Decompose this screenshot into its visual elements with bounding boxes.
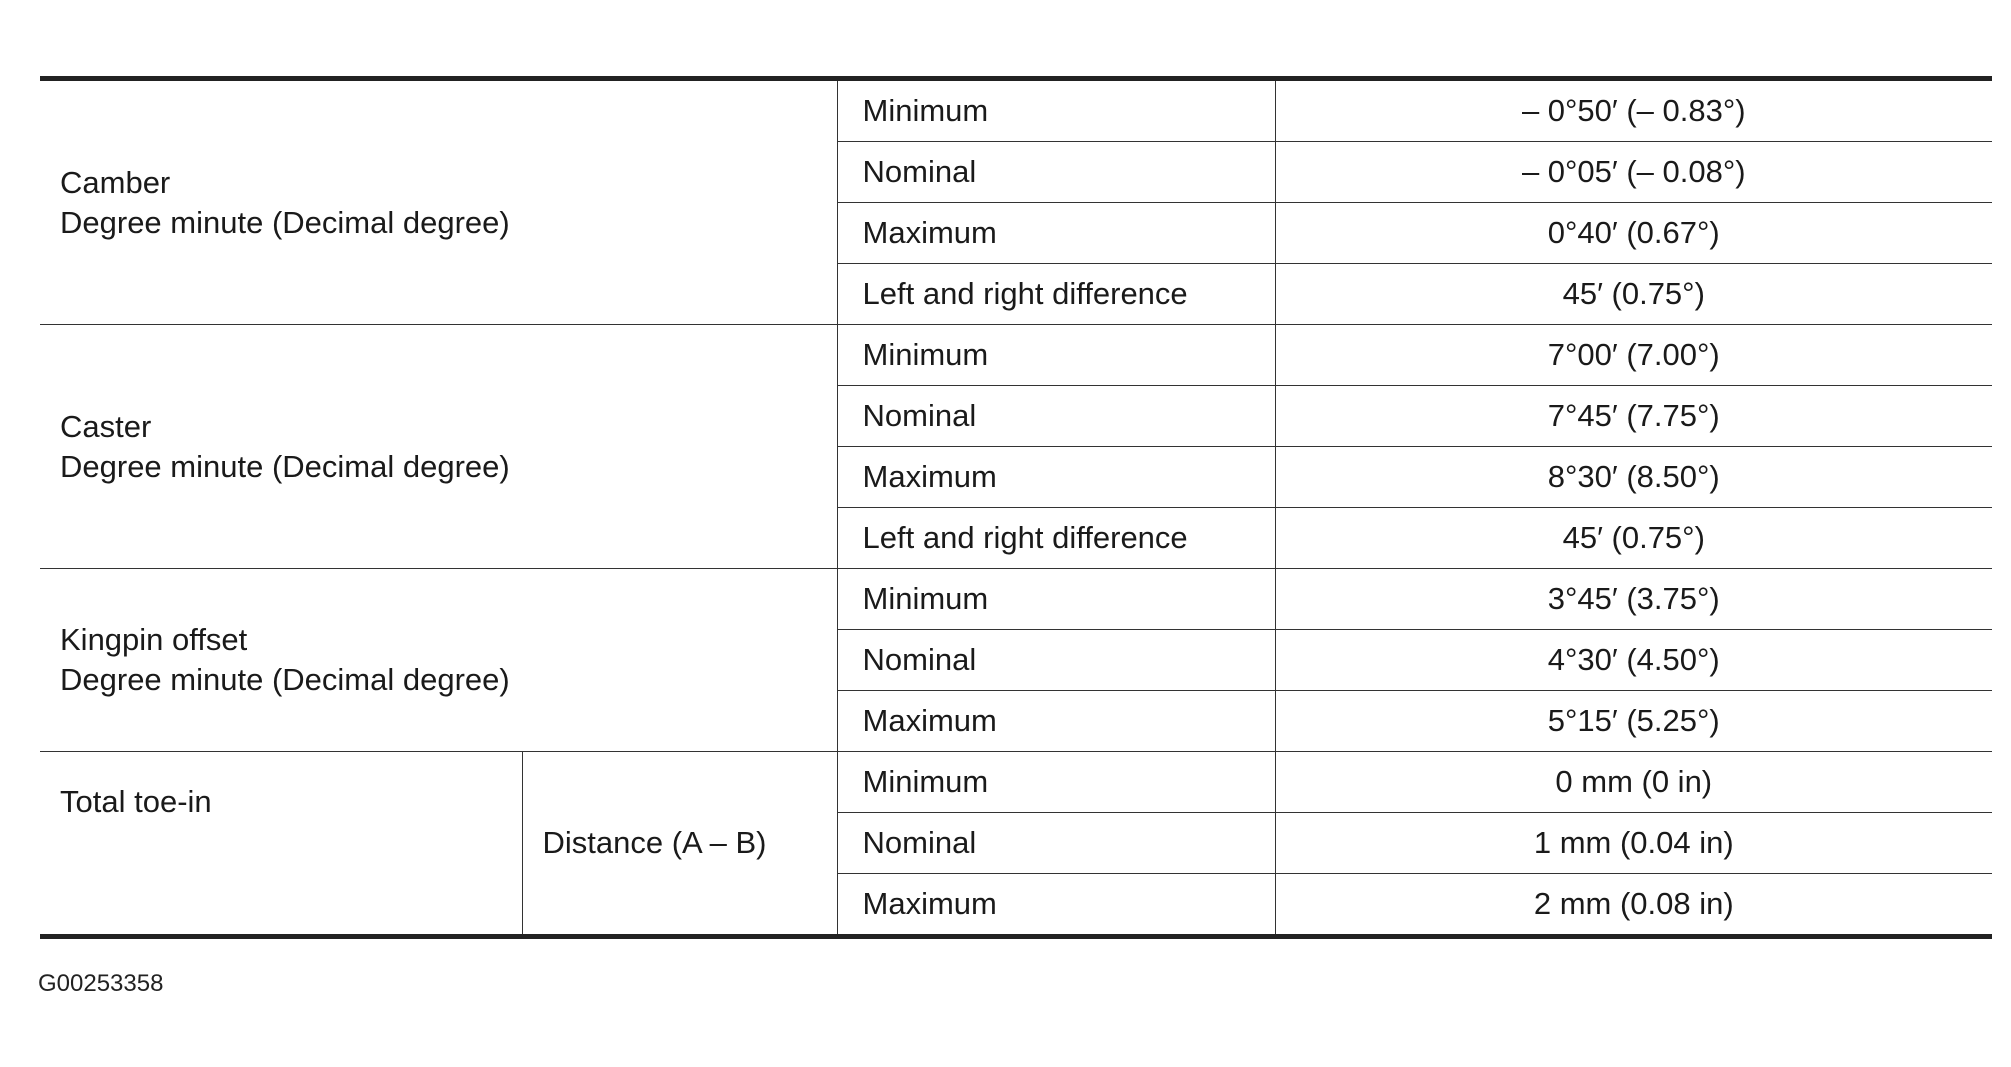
- condition-label: Nominal: [837, 142, 1275, 203]
- param-name: Caster: [60, 408, 152, 444]
- table-row: [40, 79, 1992, 142]
- spec-value: 0 mm (0 in): [1275, 752, 1992, 813]
- kingpin-offset-param-cell: [40, 569, 837, 752]
- spec-value: – 0°50′ (– 0.83°): [1275, 79, 1992, 142]
- condition-label: Minimum: [837, 79, 1275, 142]
- table-row: [40, 752, 1992, 813]
- param-unit: Degree minute (Decimal degree): [60, 662, 510, 697]
- caster-param-cell: [40, 325, 837, 569]
- spec-value: 7°45′ (7.75°): [1275, 386, 1992, 447]
- spec-value: 45′ (0.75°): [1275, 508, 1992, 569]
- spec-value: 0°40′ (0.67°): [1275, 203, 1992, 264]
- condition-label: Left and right difference: [837, 508, 1275, 569]
- condition-label: Left and right difference: [837, 264, 1275, 325]
- distance-sub-cell: Distance (A – B): [522, 752, 837, 937]
- condition-label: Minimum: [837, 325, 1275, 386]
- param-name: Camber: [60, 164, 171, 200]
- spec-value: 7°00′ (7.00°): [1275, 325, 1992, 386]
- condition-label: Nominal: [837, 813, 1275, 874]
- spec-value: 2 mm (0.08 in): [1275, 874, 1992, 937]
- param-unit: Degree minute (Decimal degree): [60, 448, 510, 484]
- param-name: Kingpin offset: [60, 622, 248, 657]
- param-unit: Degree minute (Decimal degree): [60, 204, 510, 240]
- total-toe-in-param-cell: [40, 752, 522, 937]
- condition-label: Nominal: [837, 630, 1275, 691]
- figure-id: G00253358: [38, 970, 164, 997]
- alignment-spec-table: [40, 76, 1992, 939]
- spec-value: 3°45′ (3.75°): [1275, 569, 1992, 630]
- spec-value: 4°30′ (4.50°): [1275, 630, 1992, 691]
- table-row: [40, 325, 1992, 386]
- condition-label: Maximum: [837, 874, 1275, 937]
- spec-value: 8°30′ (8.50°): [1275, 447, 1992, 508]
- param-name: Total toe-in: [60, 784, 212, 819]
- condition-label: Maximum: [837, 691, 1275, 752]
- condition-label: Maximum: [837, 203, 1275, 264]
- spec-value: 5°15′ (5.25°): [1275, 691, 1992, 752]
- spec-value: 1 mm (0.04 in): [1275, 813, 1992, 874]
- condition-label: Minimum: [837, 752, 1275, 813]
- condition-label: Minimum: [837, 569, 1275, 630]
- condition-label: Maximum: [837, 447, 1275, 508]
- spec-value: 45′ (0.75°): [1275, 264, 1992, 325]
- spec-value: – 0°05′ (– 0.08°): [1275, 142, 1992, 203]
- condition-label: Nominal: [837, 386, 1275, 447]
- camber-param-cell: [40, 79, 837, 325]
- table-row: [40, 569, 1992, 630]
